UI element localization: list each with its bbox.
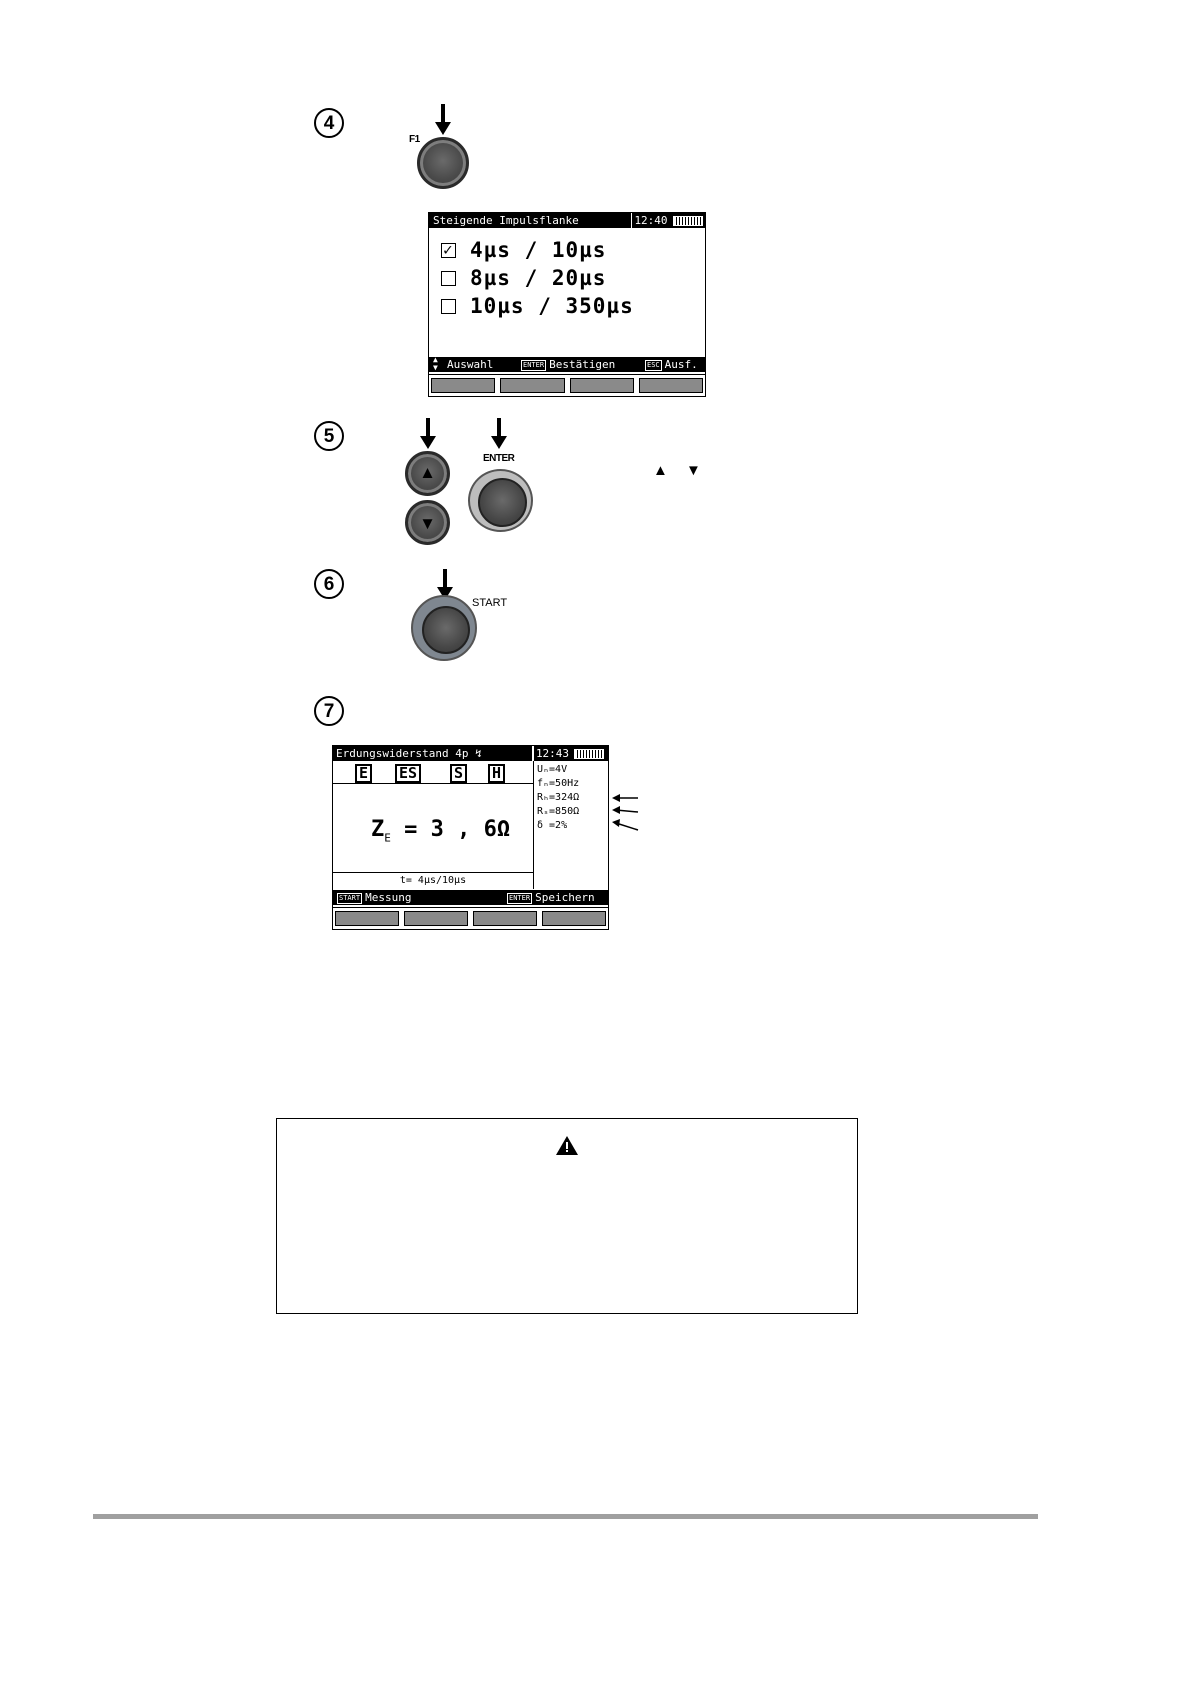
screen-title: Steigende Impulsflanke (429, 213, 631, 228)
checkbox-icon[interactable] (441, 271, 456, 286)
start-tag: START (339, 893, 361, 902)
param-un: Uₙ=4V (537, 764, 568, 775)
hint-select: Auswahl (447, 358, 494, 371)
hint-enter: Bestätigen (549, 358, 616, 371)
mode-e[interactable]: E (355, 764, 372, 783)
result-symbol: Z (371, 817, 385, 842)
mode-row (333, 761, 533, 784)
option-4-10[interactable] (441, 237, 606, 263)
option-10-350[interactable] (441, 293, 634, 319)
start-label: START (472, 597, 508, 609)
function-keys (429, 374, 705, 396)
enter-button[interactable] (468, 469, 533, 532)
function-key[interactable] (404, 911, 468, 926)
screen-time: 12:40 (631, 213, 670, 228)
up-triangle-icon: ▲ (653, 462, 668, 479)
pointer-arrow-icon (610, 790, 640, 845)
checkbox-icon[interactable] (441, 243, 456, 258)
step-number-4: 4 (314, 108, 344, 138)
start-button[interactable] (411, 595, 477, 661)
step-number-5: 5 (314, 421, 344, 451)
esc-tag: ESC (647, 360, 660, 369)
warning-box (276, 1118, 858, 1314)
step-number-6: 6 (314, 569, 344, 599)
option-label: 4µs / 10µs (470, 238, 607, 262)
function-key[interactable] (473, 911, 537, 926)
battery-icon (670, 213, 706, 228)
pulse-info: t= 4µs/10µs (333, 872, 533, 889)
option-8-20[interactable] (441, 265, 606, 291)
function-key[interactable] (570, 378, 634, 393)
hint-esc: Ausf. (664, 358, 698, 371)
lcd-screen-pulse-edge (428, 212, 706, 397)
down-arrow-icon: ▼ (419, 514, 436, 533)
mode-es[interactable]: ES (395, 764, 421, 783)
function-key[interactable] (542, 911, 606, 926)
option-label: 10µs / 350µs (470, 294, 634, 318)
press-arrow-icon (420, 418, 436, 455)
lcd-screen-earth-resistance (332, 745, 609, 930)
battery-icon (571, 746, 608, 761)
checkbox-icon[interactable] (441, 299, 456, 314)
warning-triangle-icon (556, 1136, 578, 1160)
hint-start: Messung (365, 891, 412, 904)
function-key[interactable] (335, 911, 399, 926)
side-params (537, 763, 579, 833)
hint-save: Speichern (535, 891, 595, 904)
result-number: = 3 , 6Ω (404, 817, 511, 842)
mode-h[interactable]: H (488, 764, 505, 783)
down-button[interactable] (405, 500, 450, 545)
result-value (371, 817, 510, 844)
footer-rule (93, 1514, 1038, 1519)
function-key[interactable] (500, 378, 564, 393)
down-triangle-icon: ▼ (686, 462, 701, 479)
main-panel (333, 761, 534, 889)
function-key[interactable] (639, 378, 703, 393)
press-arrow-icon (491, 418, 507, 455)
enter-tag: ENTER (509, 893, 531, 902)
mode-s[interactable]: S (450, 764, 467, 783)
hint-bar (429, 357, 705, 372)
screen-time: 12:43 (533, 746, 571, 761)
up-arrow-icon: ▲ (419, 463, 436, 482)
screen-title: Erdungswiderstand 4p ↯ (333, 746, 532, 761)
enter-label: ENTER (483, 453, 515, 464)
hint-bar (333, 890, 608, 905)
function-keys (333, 907, 608, 929)
result-subscript: E (384, 831, 391, 845)
param-rs: Rₛ=850Ω (537, 806, 580, 817)
press-arrow-icon (435, 104, 451, 141)
param-fn: fₙ=50Hz (537, 778, 580, 789)
enter-tag: ENTER (523, 360, 545, 369)
f1-label: F1 (409, 134, 420, 145)
option-label: 8µs / 20µs (470, 266, 607, 290)
f1-button[interactable] (417, 137, 469, 189)
step-number-7: 7 (314, 696, 344, 726)
up-button[interactable] (405, 451, 450, 496)
function-key[interactable] (431, 378, 495, 393)
param-rh: Rₕ=324Ω (537, 792, 580, 803)
param-delta: δ =2% (537, 820, 568, 831)
up-down-icon: ▲ ▼ (433, 355, 438, 372)
